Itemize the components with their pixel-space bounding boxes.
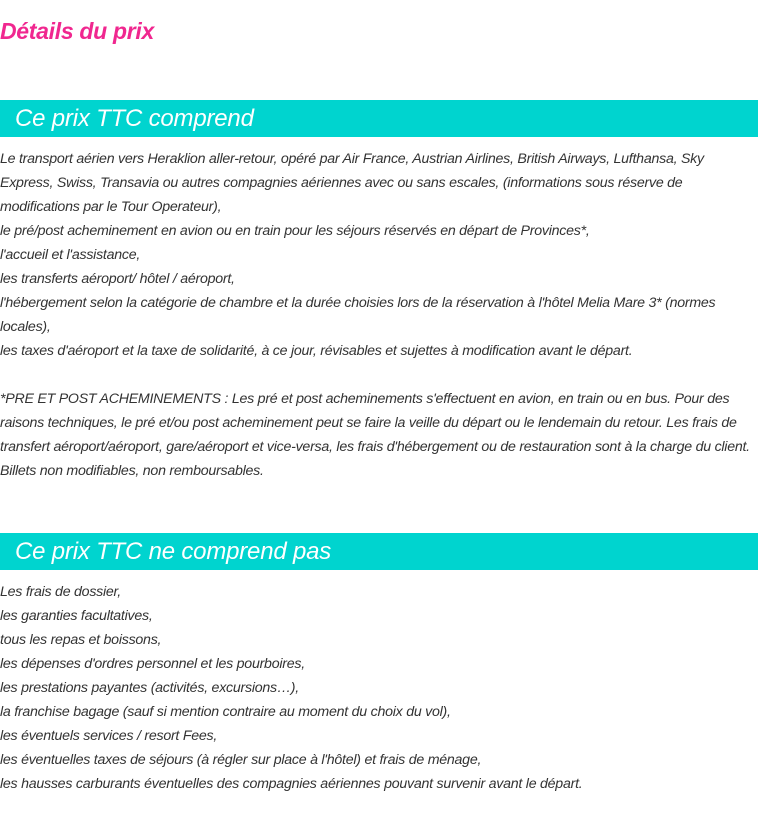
excluded-item-paid-services: les prestations payantes (activités, excursions…),	[0, 680, 299, 696]
included-section-body	[0, 147, 758, 483]
excluded-item-tourist-tax: les éventuelles taxes de séjours (à régler sur place à l'hôtel) et frais de ménage,	[0, 752, 482, 768]
excluded-item-personal-expenses: les dépenses d'ordres personnel et les pourboires,	[0, 656, 305, 672]
included-item-transport: Le transport aérien vers Heraklion aller-retour, opéré par Air France, Austrian Airlines, British Airways, Lufthansa, Sky Express, Swiss, Transavia ou autres compagnies aériennes avec ou sans escales, (informations sous réserve de modifications par le Tour Operateur),	[0, 151, 704, 215]
excluded-item-meals: tous les repas et boissons,	[0, 632, 162, 648]
excluded-item-resort-fees: les éventuels services / resort Fees,	[0, 728, 218, 744]
excluded-section-heading: Ce prix TTC ne comprend pas	[0, 533, 758, 570]
included-note: *PRE ET POST ACHEMINEMENTS : Les pré et post acheminements s'effectuent en avion, en train ou en bus. Pour des raisons techniques, le pré et/ou post acheminement peut se faire la veille du départ ou le lendemain du retour. Les frais de transfert aéroport/aéroport, gare/aéroport et vice-versa, les frais d'hébergement ou de restauration sont à la charge du client. Billets non modifiables, non remboursables.	[0, 391, 750, 479]
included-section-heading: Ce prix TTC comprend	[0, 100, 758, 137]
included-item-accommodation: l'hébergement selon la catégorie de chambre et la durée choisies lors de la réservation à l'hôtel Melia Mare 3* (normes locales),	[0, 295, 716, 335]
excluded-section-body	[0, 580, 758, 796]
excluded-item-fees: Les frais de dossier,	[0, 584, 121, 600]
included-item-transfers: les transferts aéroport/ hôtel / aéroport,	[0, 271, 235, 287]
included-item-pre-post-transport: le pré/post acheminement en avion ou en train pour les séjours réservés en départ de Provinces*,	[0, 223, 590, 239]
included-item-welcome: l'accueil et l'assistance,	[0, 247, 141, 263]
page-title: Détails du prix	[0, 18, 154, 44]
included-item-taxes: les taxes d'aéroport et la taxe de solidarité, à ce jour, révisables et sujettes à modification avant le départ.	[0, 343, 633, 359]
excluded-item-baggage: la franchise bagage (sauf si mention contraire au moment du choix du vol),	[0, 704, 451, 720]
excluded-item-guarantees: les garanties facultatives,	[0, 608, 153, 624]
excluded-item-fuel-surcharge: les hausses carburants éventuelles des compagnies aériennes pouvant survenir avant le départ.	[0, 776, 583, 792]
paragraph-gap	[0, 363, 758, 387]
